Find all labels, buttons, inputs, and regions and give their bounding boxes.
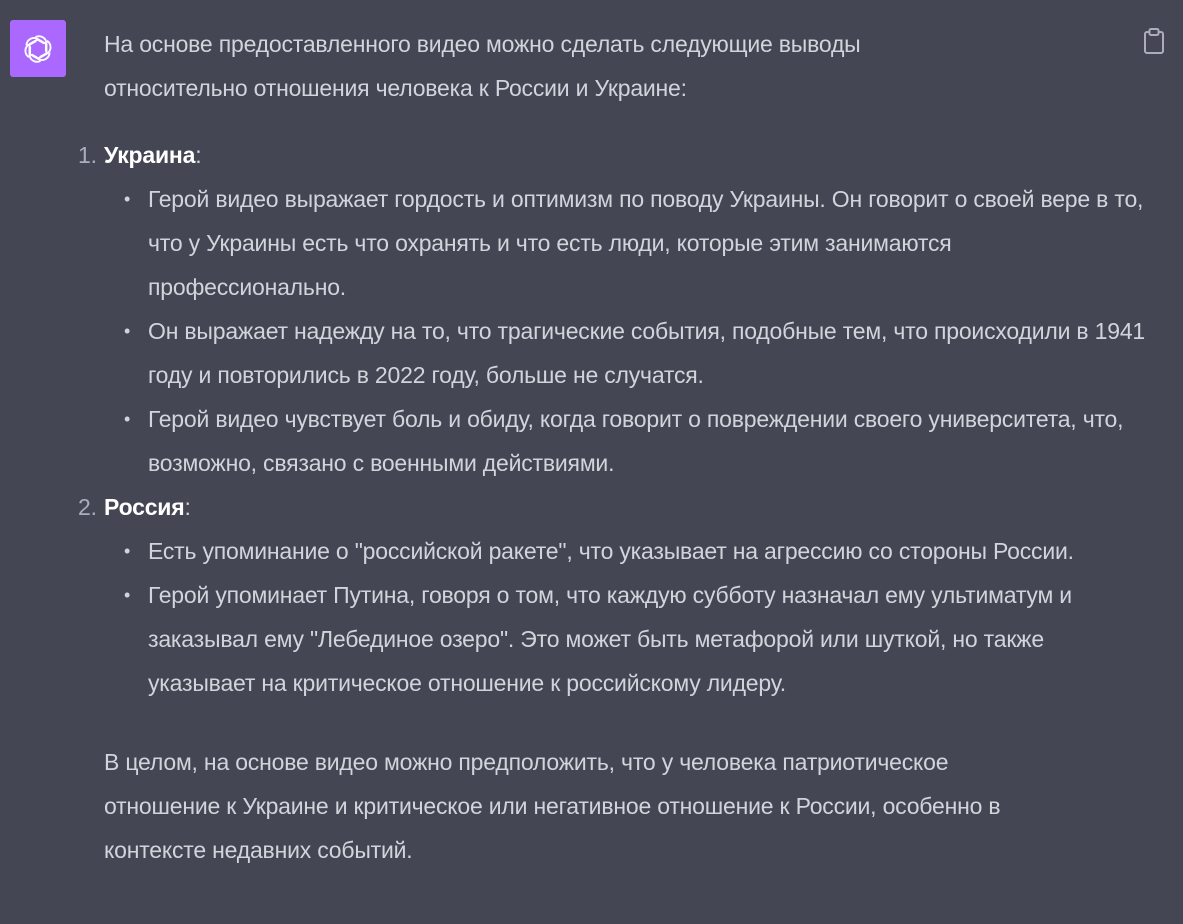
list-item-text: Есть упоминание о "российской ракете", что указывает на агрессию со стороны России. xyxy=(148,538,1074,564)
section-number: 2. xyxy=(78,494,97,520)
conclusion-paragraph: В целом, на основе видео можно предположить, что у человека патриотическое отношение к Украине и критическое или негативное отношение к России, особенно в контексте недавних событий. xyxy=(104,749,1001,863)
list-item xyxy=(124,573,1148,705)
bullet-icon: • xyxy=(124,189,131,209)
section-colon: : xyxy=(195,142,202,168)
list-item-text: Герой видео чувствует боль и обиду, когда говорит о повреждении своего университета, что, возможно, связано с военными действиями. xyxy=(148,406,1124,476)
bullet-icon: • xyxy=(124,409,131,429)
list-item xyxy=(124,397,1148,485)
bullet-list xyxy=(104,177,1148,485)
list-item xyxy=(124,309,1148,397)
list-item-text: Он выражает надежду на то, что трагические события, подобные тем, что происходили в 1941 году и повторились в 2022 году, больше не случатся. xyxy=(148,318,1146,388)
bullet-icon: • xyxy=(124,585,131,605)
list-item xyxy=(124,529,1148,573)
list-item-text: Герой видео выражает гордость и оптимизм по поводу Украины. Он говорит о своей вере в то, что у Украины есть что охранять и что есть люди, которые этим занимаются профессионально. xyxy=(148,186,1144,300)
assistant-avatar xyxy=(10,20,66,77)
section-russia xyxy=(78,485,1164,705)
bullet-icon: • xyxy=(124,321,131,341)
section-number: 1. xyxy=(78,142,97,168)
section-title: Россия xyxy=(104,494,185,520)
bullet-icon: • xyxy=(124,541,131,561)
section-ukraine xyxy=(78,133,1164,485)
list-item-text: Герой упоминает Путина, говоря о том, что каждую субботу назначал ему ультиматум и заказывал ему "Лебединое озеро". Это может быть метафорой или шуткой, но также указывает на критическое отношение к российскому лидеру. xyxy=(148,582,1072,696)
openai-logo-icon xyxy=(21,32,55,66)
bullet-list xyxy=(104,529,1148,705)
list-item xyxy=(124,177,1148,309)
assistant-message xyxy=(78,22,1164,872)
sections-list xyxy=(78,133,1164,705)
intro-paragraph: На основе предоставленного видео можно сделать следующие выводы относительно отношения человека к России и Украине: xyxy=(104,31,861,101)
section-title: Украина xyxy=(104,142,196,168)
section-colon: : xyxy=(184,494,191,520)
